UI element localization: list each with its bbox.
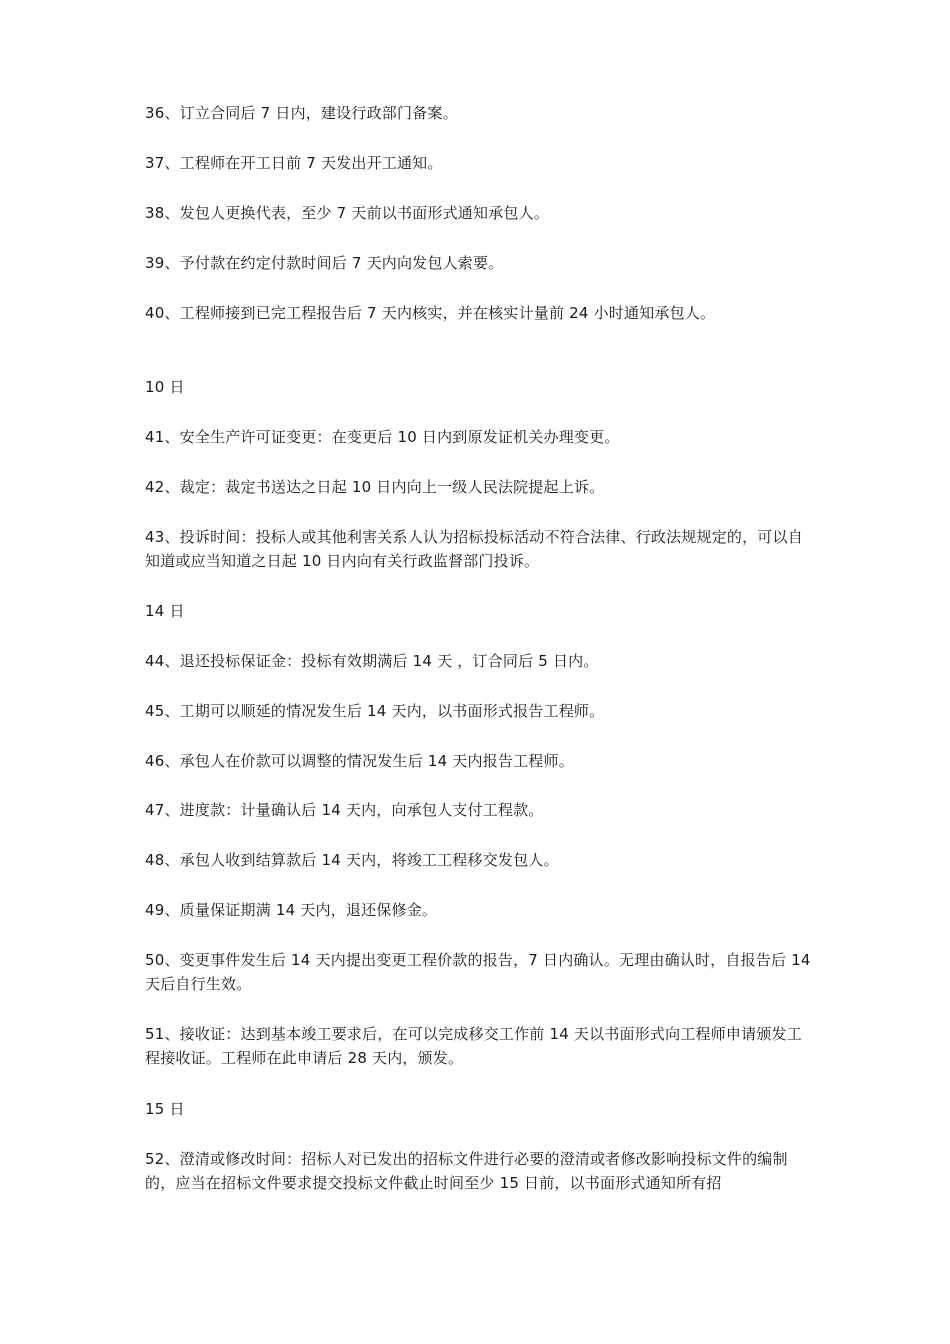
- paragraph-38: 38、发包人更换代表，至少 7 天前以书面形式通知承包人。: [145, 204, 549, 222]
- section-heading-14-days: 14 日: [145, 602, 185, 620]
- paragraph-40: 40、工程师接到已完工程报告后 7 天内核实，并在核实计量前 24 小时通知承包人。: [145, 304, 716, 322]
- paragraph-46: 46、承包人在价款可以调整的情况发生后 14 天内报告工程师。: [145, 752, 574, 770]
- section-heading-15-days: 15 日: [145, 1100, 185, 1118]
- section-heading-10-days: 10 日: [145, 378, 185, 396]
- paragraph-52: 52、澄清或修改时间：招标人对已发出的招标文件进行必要的澄清或者修改影响投标文件的编制的，应当在招标文件要求提交投标文件截止时间至少 15 日前，以书面形式通知所有招: [145, 1150, 788, 1192]
- paragraph-47: 47、进度款：计量确认后 14 天内，向承包人支付工程款。: [145, 801, 544, 819]
- paragraph-51: 51、接收证：达到基本竣工要求后，在可以完成移交工作前 14 天以书面形式向工程师申请颁发工程接收证。工程师在此申请后 28 天内，颁发。: [145, 1025, 802, 1067]
- paragraph-43: 43、投诉时间：投标人或其他利害关系人认为招标投标活动不符合法律、行政法规规定的，可以自知道或应当知道之日起 10 日内向有关行政监督部门投诉。: [145, 528, 803, 570]
- paragraph-45: 45、工期可以顺延的情况发生后 14 天内，以书面形式报告工程师。: [145, 702, 605, 720]
- paragraph-39: 39、予付款在约定付款时间后 7 天内向发包人索要。: [145, 254, 504, 272]
- paragraph-41: 41、安全生产许可证变更：在变更后 10 日内到原发证机关办理变更。: [145, 428, 620, 446]
- paragraph-37: 37、工程师在开工日前 7 天发出开工通知。: [145, 154, 443, 172]
- paragraph-42: 42、裁定：裁定书送达之日起 10 日内向上一级人民法院提起上诉。: [145, 478, 605, 496]
- paragraph-49: 49、质量保证期满 14 天内，退还保修金。: [145, 901, 438, 919]
- paragraph-50: 50、变更事件发生后 14 天内提出变更工程价款的报告，7 日内确认。无理由确认时，自报告后 14 天后自行生效。: [145, 951, 811, 993]
- paragraph-48: 48、承包人收到结算款后 14 天内，将竣工工程移交发包人。: [145, 851, 559, 869]
- paragraph-44: 44、退还投标保证金：投标有效期满后 14 天 ，订合同后 5 日内。: [145, 652, 599, 670]
- paragraph-36: 36、订立合同后 7 日内，建设行政部门备案。: [145, 104, 458, 122]
